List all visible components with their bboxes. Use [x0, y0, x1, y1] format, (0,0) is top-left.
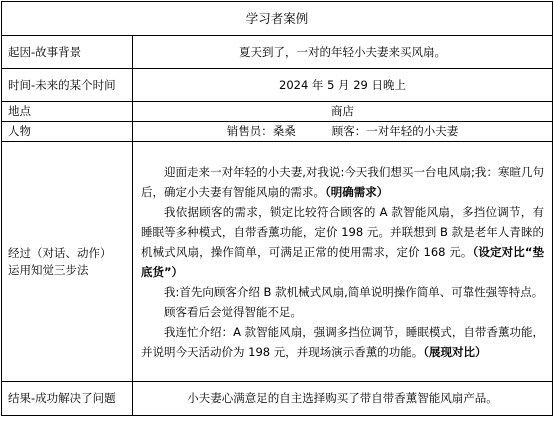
paragraph-tag: （设定对比“垫底货”） [141, 244, 545, 279]
title-row [2, 2, 553, 36]
customer-text: 顾客：一对年轻的小夫妻 [331, 124, 459, 138]
row-label: 结果-成功解决了问题 [2, 382, 133, 416]
process-paragraph [141, 302, 544, 322]
row-value: 小夫妻心满意足的自主选择购买了带自带香薰智能风扇产品。 [133, 382, 553, 416]
paragraph-text: 我依据顾客的需求，锁定比较符合顾客的 A 款智能风扇，多挡位调节，有睡眠等多种模式，自带香薰功能，定价 198 元。并联想到 B 款是老年人青睐的机械式风扇，操作简单，可满足正常的使用需求，定价 168 元。 [141, 204, 545, 259]
process-row [2, 142, 553, 382]
row-value: 商店 [133, 102, 553, 122]
case-table [1, 1, 553, 416]
paragraph-tag: （明确需求） [325, 184, 389, 199]
process-paragraph [141, 202, 544, 282]
paragraph-text: 顾客看后会觉得智能不足。 [164, 304, 302, 319]
process-detail [133, 142, 553, 382]
paragraph-text: 迎面走来一对年轻的小夫妻,对我说:今天我们想买一台电风扇;我：寒暄几句后，确定小夫妻有智能风扇的需求。 [141, 164, 545, 199]
paragraph-text: 我连忙介绍：A 款智能风扇，强调多挡位调节，睡眠模式，自带香薰功能，并说明今天活动价为 198 元，并现场演示香薰的功能。 [141, 324, 545, 359]
process-paragraph [141, 282, 544, 302]
table-title: 学习者案例 [2, 2, 553, 36]
seller-text: 销售员：桑桑 [226, 124, 296, 138]
table-row [2, 382, 553, 416]
table-row [2, 36, 553, 69]
row-value: 夏天到了，一对的年轻小夫妻来买风扇。 [133, 36, 553, 69]
table-row [2, 69, 553, 102]
row-value: 2024 年 5 月 29 日晚上 [133, 69, 553, 102]
paragraph-text: 我:首先向顾客介绍 B 款机械式风扇,简单说明操作简单、可靠性强等特点。 [164, 284, 544, 299]
process-label [2, 142, 133, 382]
table-row [2, 122, 553, 142]
process-paragraph [141, 322, 544, 362]
row-label: 时间-未来的某个时间 [2, 69, 133, 102]
row-value [133, 122, 553, 142]
paragraph-tag: （展现对比） [423, 344, 487, 359]
row-label: 起因-故事背景 [2, 36, 133, 69]
process-paragraph [141, 162, 544, 202]
process-label-line: 运用知觉三步法 [8, 262, 89, 277]
table-row [2, 102, 553, 122]
row-label: 人物 [2, 122, 133, 142]
row-label: 地点 [2, 102, 133, 122]
process-label-line: 经过（对话、动作） [8, 245, 112, 260]
